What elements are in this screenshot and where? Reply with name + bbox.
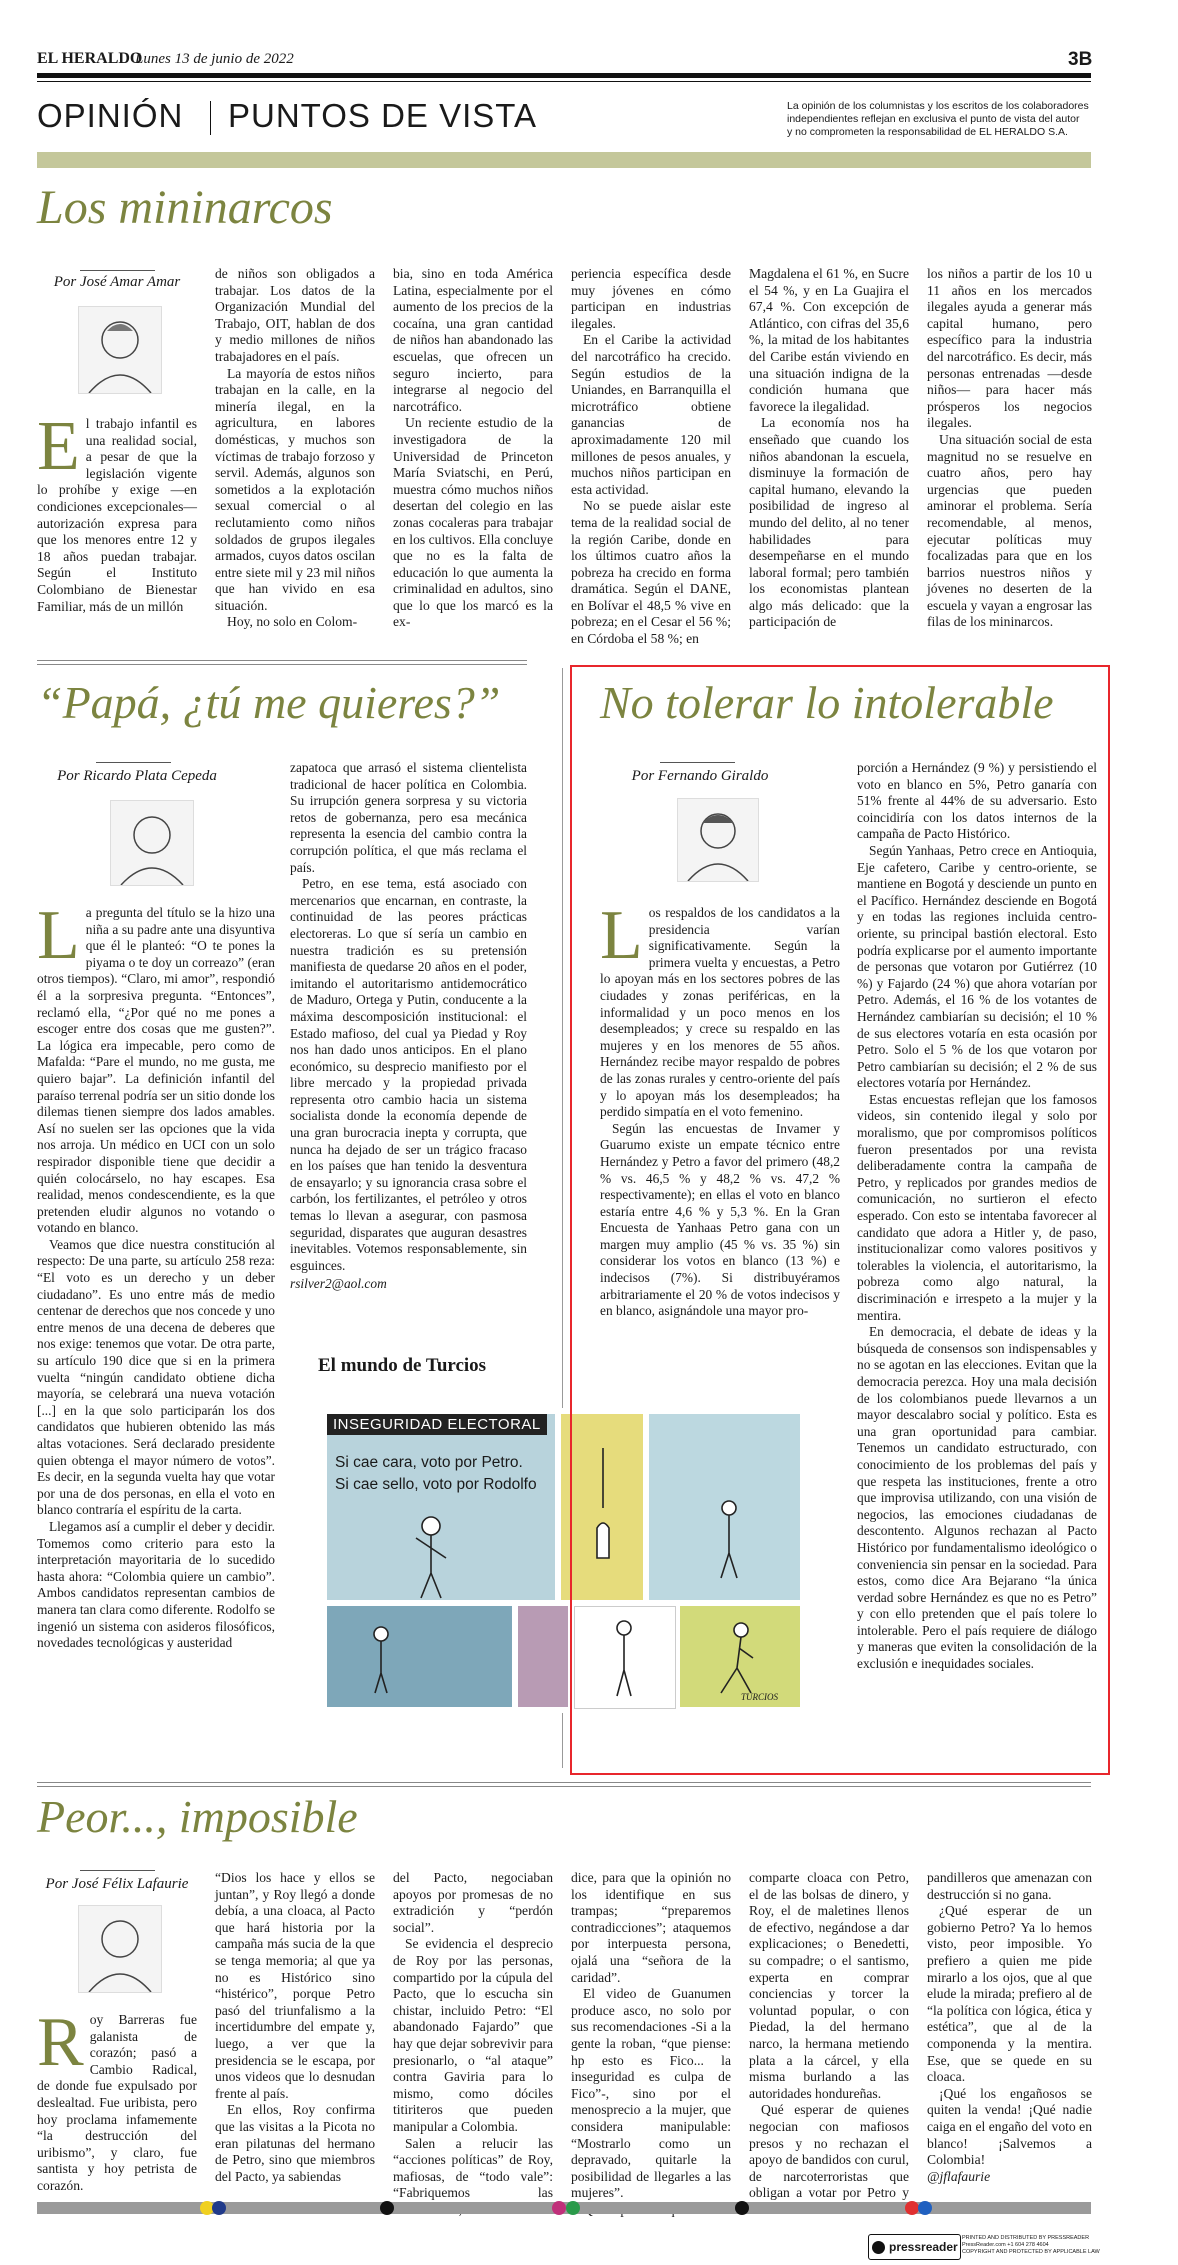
byline-rule xyxy=(96,762,171,763)
paragraph: Según las encuestas de Invamer y Guarumo existe un empate técnico entre Hernández y Petro a favor del primero (48,2 % vs. 46,5 % y 48,2 % vs. 47,2 % respectivamente); en ellas el voto en blanco estaría entre 4,6 % y 5,3 %. En la Gran Encuesta de Yanhaas Petro gana con un margen muy amplio (45 % vs. 35 %) sin considerar los votos en blanco (13 %) e indecisos (7%). Si distribuyéramos arbitrariamente el 20 % de votos indecisos y en blanco, asignándole una mayor pro- xyxy=(600,1120,840,1319)
disclaimer-line: y no comprometen la responsabilidad de EL HERALDO S.A. xyxy=(787,126,1068,138)
section-separator xyxy=(37,660,527,661)
article1-col-5 xyxy=(749,266,909,631)
cartoon-heading: El mundo de Turcios xyxy=(318,1355,487,1376)
disclaimer xyxy=(787,100,1097,139)
author-portrait xyxy=(677,798,759,882)
author-portrait xyxy=(110,800,194,886)
byline-rule xyxy=(80,1870,155,1871)
paragraph: a pregunta del título se la hizo una niña a su padre ante una disyuntiva que él le planteó: “O te pones la piyama o te doy un correazo” (eran otros tiempos). “Claro, mi amor”, respondió él a la sorpresiva pregunta. “Entonces”, reclamó ella, “¿Por qué no me pones a escoger entre dos cosas que me gusten?”. La lógica era impecable, pero como de Mafalda: “Pare el mundo, no me gusta, me quiero bajar”. La definición infantil del paraíso terrenal podría ser un sitio donde los dilemas tienen siempre dos lados amables. Así no suelen ser las opciones que la vida nos arroja. Un médico en UCI con un solo respirador disponible tiene que decidir a quién colocárselo, no hay escapes. Esa realidad, menos condescendiente, es la que pretenden eludir algunos no votando o votando en blanco. xyxy=(37,905,275,1236)
paragraph: comparte cloaca con Petro, el de las bolsas de dinero, y Roy, el de maletines llenos de efectivo, negándose a dar explicaciones; o Benedetti, su compadre; o el santismo, experta en comprar conciencias y torcer la voluntad popular, o con Piedad, la del hermano narco, la hermana metiendo plata a la cárcel, y ella misma burlando a las autoridades hondureñas. xyxy=(749,1870,909,2101)
dropcap: L xyxy=(600,897,643,974)
fineprint-line: PressReader.com +1 604 278 4604 xyxy=(962,2242,1049,2248)
registration-dot xyxy=(735,2201,749,2215)
registration-dot xyxy=(212,2201,226,2215)
paragraph: “Dios los hace y ellos se juntan”, y Roy llegó a donde debía, a una cloaca, al Pacto que hará historia por la campaña más sucia de la que se tenga memoria; al que ya no es Histórico sino “histérico”, porque Petro pasó del triunfalismo a la incertidumbre del empate y, luego, a ver que la presidencia se le escapa, por unos videos que lo desnudan frente al país. xyxy=(215,1870,375,2101)
article2-col-2 xyxy=(290,760,527,1293)
article3-byline: Por Fernando Giraldo xyxy=(631,768,769,784)
cartoon-banner: INSEGURIDAD ELECTORAL xyxy=(327,1414,547,1435)
header-rule-thick xyxy=(37,73,1091,78)
paragraph: del Pacto, negociaban apoyos por promesas de no extradición y “perdón social”. xyxy=(393,1870,553,1935)
registration-dot xyxy=(552,2201,566,2215)
paragraph: dice, para que la opinión no los identifique en sus trampas; “preparemos contradicciones”; ataquemos por interpuesta persona, ojalá una “señora de la caridad”. xyxy=(571,1870,731,1985)
article4-col-1 xyxy=(37,2004,197,2195)
pressreader-brand: pressreader xyxy=(889,2240,958,2254)
header-rule-thin xyxy=(37,81,1091,82)
section-separator xyxy=(37,1786,1091,1787)
article3-col-2 xyxy=(857,760,1097,1673)
paragraph: Un reciente estudio de la investigadora de la Universidad de Princeton María Sviatschi, en Perú, muestra cómo muchos niños desertan del colegio en las zonas cocaleras para trabajar en los cultivos. Ella concluye que no es la falta de educación lo que aumenta la criminalidad en adultos, sino que lo que los marcó es la ex- xyxy=(393,415,553,630)
article1-col-4 xyxy=(571,266,731,648)
paragraph: Según Yanhaas, Petro crece en Antioquia, Eje cafetero, Caribe y centro-oriente, se mantiene en Bogotá y desciende un punto en el Pacífico. Hernández desciende en Bogotá y en todas las regiones incluida centro-oriente, su principal bastión electoral. Esto podría explicarse por el aumento importante de personas que votaron por Gutiérrez (10 %) y Fajardo (24 %) que ahora votarían por Petro. Además, el 16 % de los votantes de Hernández cambiarían su decisión; el 10 % de sus electores votaría en esta ocasión por Petro. Solo el 5 % de los que votaron por Petro cambiarían su decisión; el 2 % de sus electores votaría por Hernández. xyxy=(857,842,1097,1091)
dropcap: L xyxy=(37,897,80,974)
cartoon-signature: TURCIOS xyxy=(741,1692,779,1702)
paragraph: zapatoca que arrasó el sistema clientelista tradicional de hacer política en Colombia. Su irrupción genera sorpresa y su victoria retos de gobernanza, pero esa mecánica representa la esencia del cambio contra la corrupción política, el que más reclama el país. xyxy=(290,760,527,875)
paragraph: La economía nos ha enseñado que cuando los niños abandonan la escuela, disminuye la formación de capital humano, elevando la posibilidad de ingreso al mundo del delito, al no tener habilidades para desempeñarse en el mundo laboral formal; pero también los economistas plantean algo más delicado: que la participación de xyxy=(749,415,909,630)
article3-title: No tolerar lo intolerable xyxy=(600,677,1054,728)
article4-byline: Por José Félix Lafaurie xyxy=(45,1876,189,1892)
paragraph: periencia específica desde muy jóvenes en cómo participan en industrias ilegales. xyxy=(571,266,731,331)
author-portrait xyxy=(78,1905,162,1993)
section-separator xyxy=(37,1782,1091,1783)
disclaimer-line: La opinión de los columnistas y los escritos de los colaboradores xyxy=(787,100,1089,112)
article4-title: Peor..., imposible xyxy=(37,1791,358,1842)
paragraph: l trabajo infantil es una realidad social, a pesar de que la legislación vigente lo prohíbe y exige —en condiciones excepcionales— autorización expresa para que los menores entre 12 y 18 años puedan trabajar. Según el Instituto Colombiano de Bienestar Familiar, más de un millón xyxy=(37,416,197,614)
article1-title: Los mininarcos xyxy=(37,181,333,234)
pressreader-fineprint xyxy=(962,2235,1100,2256)
article4-col-3 xyxy=(393,1870,553,2218)
paragraph: En ellos, Roy confirma que las visitas a la Picota no eran pilatunas del hermano de Petro, sino que miembros del Pacto, ya sabiendas xyxy=(215,2102,375,2184)
paragraph: En el Caribe la actividad del narcotráfico ha crecido. Según estudios de la Uniandes, en Barranquilla el microtráfico obtiene ganancias de aproximadamente 120 mil millones de pesos anuales, y muchos niños participan en esta actividad. xyxy=(571,332,731,497)
byline-rule xyxy=(660,762,735,763)
author-portrait xyxy=(78,306,162,394)
paragraph: Magdalena el 61 %, en Sucre el 54 %, y en La Guajira el 67,4 %. Con excepción de Atlántico, con cifras del 35,6 %, la mitad de los habitantes del Caribe están viviendo en una situación indigna de la condición humana que favorece la ilegalidad. xyxy=(749,266,909,414)
masthead-date: Lunes 13 de junio de 2022 xyxy=(135,51,294,67)
paragraph: El video de Guanumen produce asco, no solo por sus recomendaciones -Si a la gente la roban, “que piense: hp esto es Fico... la inseguridad es culpa de Fico”-, sino por el menosprecio a la mujer, que considera manipulable: “Mostrarlo como un depravado, quitarle la posibilidad de llegarles a las mujeres”. xyxy=(571,1986,731,2201)
section-divider xyxy=(210,101,211,135)
fineprint-line: PRINTED AND DISTRIBUTED BY PRESSREADER xyxy=(962,2235,1090,2241)
paragraph: Salen a relucir las “acciones políticas” de Roy, mafiosas, de “todo vale”: “Fabriquemos las xyxy=(393,2135,553,2201)
fineprint-line: COPYRIGHT AND PROTECTED BY APPLICABLE LAW xyxy=(962,2249,1100,2255)
paragraph: porción a Hernández (9 %) y persistiendo el voto en blanco en 5%, Petro ganaría con 51% frente al 44% de su adversario. Esto coincidiría con los datos internos de la campaña de Pacto Histórico. xyxy=(857,760,1097,842)
paragraph: Petro, en ese tema, está asociado con mercenarios que encarnan, en contraste, la continuidad de las peores prácticas electoreras. Lo que sí sería un cambio en nuestra tradición es su pretensión manifiesta de quedarse 20 años en el poder, imitando el autoritarismo antidemocrático de Maduro, Ortega y Putin, conducente a la máxima descomposición institucional: el Estado mafioso, del cual ya Piedad y Roy nos han dado unos anticipos. En el plano económico, su desprecio manifiesto por el libre mercado y la propiedad privada representa otro cambio hacia un sistema socialista donde la economía depende de una gran burocracia inepta y corrupta, que nunca ha dejado de ser un trágico fracaso en los países que han tenido la desventura de ensayarlo; y su ignorancia crasa sobre el carbón, los fertilizantes, el petróleo y otros temas lo llevan a asegurar, con pasmosa seguridad, disparates que auguran desastres inevitables. Votemos responsablemente, sin esguinces. xyxy=(290,876,527,1273)
paragraph: ¿Qué esperar de un gobierno Petro? Ya lo hemos visto, peor imposible. Yo prefiero a quien me pide mirarlo a los ojos, que al que elude la mirada; prefiero al de “la política con lógica, ética y estética”, que al de la componenda y la mentira. Ese, que se quede en su cloaca. xyxy=(927,1903,1092,2085)
registration-dot xyxy=(566,2201,580,2215)
paragraph: Veamos que dice nuestra constitución al respecto: De una parte, su artículo 258 reza: “El voto es un derecho y un deber ciudadano”. Es uno entre más de medio centenar de derechos que nos concede y uno entre menos de una decena de deberes que nos exige: tenemos que votar. De otra parte, su artículo 190 dice que si en la primera vuelta “ningún candidato obtiene dicha mayoría, se celebrará una nueva votación [...] en la que solo participarán los dos candidatos que hubieren obtenido las más altas votaciones. Será declarado presidente quien obtenga el mayor número de votos”. Es decir, en la segunda vuelta hay que votar por una de dos personas, en ella el voto en blanco contraría el espíritu de la carta. xyxy=(37,1236,275,1518)
subsection-title: PUNTOS DE VISTA xyxy=(228,97,538,134)
article2-title: “Papá, ¿tú me quieres?” xyxy=(37,677,501,728)
article2-col-1 xyxy=(37,897,275,1652)
paragraph: Llegamos así a cumplir el deber y decidir. Tomemos como criterio para esto la interpretación mayoritaria de lo sucedido hasta ahora: “Colombia quiere un cambio”. Ambos candidatos representan cambios de manera tan clara como diferente. Rodolfo se ingenió un sistema con asideros filosóficos, novedades tecnológicas y austeridad xyxy=(37,1518,275,1651)
article1-col-2 xyxy=(215,266,375,631)
paragraph: No se puede aislar este tema de la realidad social de la región Caribe, donde en los últimos cuatro años la pobreza ha crecido en forma dramática. Según el DANE, en Bolívar el 48,5 % vive en pobreza; en el Cesar el 56 %; en Córdoba el 58 %; en xyxy=(571,498,731,647)
cartoon-speech-1: Si cae cara, voto por Petro. xyxy=(335,1454,523,1471)
signature: rsilver2@aol.com xyxy=(290,1276,387,1292)
registration-dot xyxy=(380,2201,394,2215)
paragraph: de niños son obligados a trabajar. Los datos de la Organización Mundial del Trabajo, OIT, hablan de dos y medio millones de niños trabajadores en el país. xyxy=(215,266,375,364)
masthead-paper: EL HERALDO xyxy=(37,50,143,67)
signature: @jflafaurie xyxy=(927,2168,991,2184)
paragraph: Qué esperar de quienes negocian con mafiosos presos y no rechazan el apoyo de bandidos con curul, de narcoterroristas que obligan a votar por Petro y xyxy=(749,2102,909,2201)
paragraph: os respaldos de los candidatos a la presidencia varían significativamente. Según la primera vuelta y encuestas, a Petro lo apoyan más en los sectores pobres de las ciudades y zonas periféricas, en la informalidad y un poco menos en los desempleados; y crece su respaldo en las mujeres y en los menores de 55 años. Hernández recibe mayor respaldo de pobres de las zonas rurales y centro-oriente del país y lo apoyan más los desempleados; ha perdido simpatía en el voto femenino. xyxy=(600,905,840,1120)
paragraph: pandilleros que amenazan con destrucción si no gana. xyxy=(927,1870,1092,1902)
article1-col-3 xyxy=(393,266,553,631)
article3-col-1 xyxy=(600,897,840,1320)
article4-col-2 xyxy=(215,1870,375,2185)
article2-byline: Por Ricardo Plata Cepeda xyxy=(57,768,217,784)
paragraph: Hoy, no solo en Colom- xyxy=(227,614,358,630)
article1-byline: Por José Amar Amar xyxy=(53,274,181,290)
article1-col-1 xyxy=(37,408,197,615)
article4-col-5 xyxy=(749,1870,909,2218)
paragraph: ¡Qué los engañosos se quiten la venda! ¡Qué nadie caiga en el engaño del voto en blanco! ¡Salvemos a Colombia! xyxy=(927,2085,1092,2168)
disclaimer-line: independientes reflejan en exclusiva el punto de vista del autor xyxy=(787,113,1080,125)
page-number: 3B xyxy=(1068,49,1093,70)
paragraph: En democracia, el debate de ideas y la búsqueda de consensos son indispensables y no se agotan en las elecciones. Evitan que la democracia perezca. Hoy una mala decisión de los colombianos puede llevarnos a un mayor descalabro social y político. Esta es una gran oportunidad para cambiar. Tenemos un candidato estructurado, con conocimiento de los problemas del país y que respeta las instituciones, frente a otro que improvisa utilizando, con una visión de negocios, las emociones ciudadanas de descontento. Algunos rechazan al Pacto Histórico por fundamentalismo ideológico o conveniencia sin pensar en la sociedad. Para estos, como dice Ara Bejarano “la única verdad sobre Hernández es que no es Petro” y con ello pretenden que el país tolere lo intolerable. Pero el país requiere de diálogo y maneras que eviten la consolidación de la exclusión e inequidades sociales. xyxy=(857,1324,1097,1672)
article1-col-6 xyxy=(927,266,1092,631)
section-separator xyxy=(37,664,527,665)
byline-rule xyxy=(80,270,155,271)
article4-col-4 xyxy=(571,1870,731,2218)
header-accent-band xyxy=(37,152,1091,168)
paragraph: oy Barreras fue galanista de corazón; pasó a Cambio Radical, de donde fue expulsado por deslealtad. Fue uribista, pero hoy proclama infamemente “la destrucción del uribismo”, y claro, fue santista y hoy petrista de corazón. xyxy=(37,2012,197,2193)
paragraph: Una situación social de esta magnitud no se resuelve en cuatro años, pero hay urgencias que pueden aminorar el problema. Sería recomendable, al menos, ejecutar políticas muy focalizadas para que en los barrios nuestros niños y jóvenes no deserten de la escuela y vayan a engrosar las filas de los mininarcos. xyxy=(927,431,1092,630)
registration-dot xyxy=(918,2201,932,2215)
paragraph: Estas encuestas reflejan que los famosos videos, sin contenido ilegal y solo por moralismo, que por compromisos políticos fueron presentados por una revista deliberadamente contra la campaña de Petro, y replicados por grandes medios de comunicación, no surtieron el efecto esperado. Con esto se intentaba favorecer al candidato que adora a Hitler y, de paso, institucionalizar como valores positivos y tolerables la violencia, el autoritarismo, la pobreza como algo natural, la discriminación e irrespeto a la mujer y la mentira. xyxy=(857,1091,1097,1323)
registration-dot xyxy=(905,2201,919,2215)
section-title: OPINIÓN xyxy=(37,97,184,134)
paragraph: los niños a partir de los 10 u 11 años en los mercados ilegales ayuda a generar más capital humano, pero específico para la industria del narcotráfico. Es decir, más personas entrenadas —desde niños— para hacer más prósperos los negocios ilegales. xyxy=(927,266,1092,431)
dropcap: R xyxy=(37,2004,84,2081)
dropcap: E xyxy=(37,408,80,485)
paragraph: La mayoría de estos niños trabajan en la calle, en la minería ilegal, en la agricultura, en labores domésticas, y muchos son víctimas de trabajo forzoso y servil. Además, algunos son sometidos a la explotación sexual comercial o al reclutamiento como niños soldados de grupos ilegales armados, cuyos datos oscilan entre siete mil y 23 mil niños que han vivido en esa situación. xyxy=(215,365,375,613)
paragraph: Se evidencia el desprecio de Roy por las personas, compartido por la cúpula del Pacto, que lo escucha sin chistar, incluido Petro: “El abandonado Fajardo” que hay que dejar sobrevivir para presionarlo, o “al ataque” contra Gaviria para lo mismo, como dóciles titiriteros que pueden manipular a Colombia. xyxy=(393,1936,553,2134)
article4-col-6 xyxy=(927,1870,1092,2185)
paragraph: bia, sino en toda América Latina, especialmente por el aumento de los precios de la cocaína, una gran cantidad de niños han abandonado las escuelas, que ofrecen un seguro incierto, para integrarse al negocio del narcotráfico. xyxy=(393,266,553,414)
pressreader-logo xyxy=(868,2234,961,2260)
pressreader-icon xyxy=(872,2241,885,2254)
cartoon-speech-2: Si cae sello, voto por Rodolfo xyxy=(335,1476,537,1493)
